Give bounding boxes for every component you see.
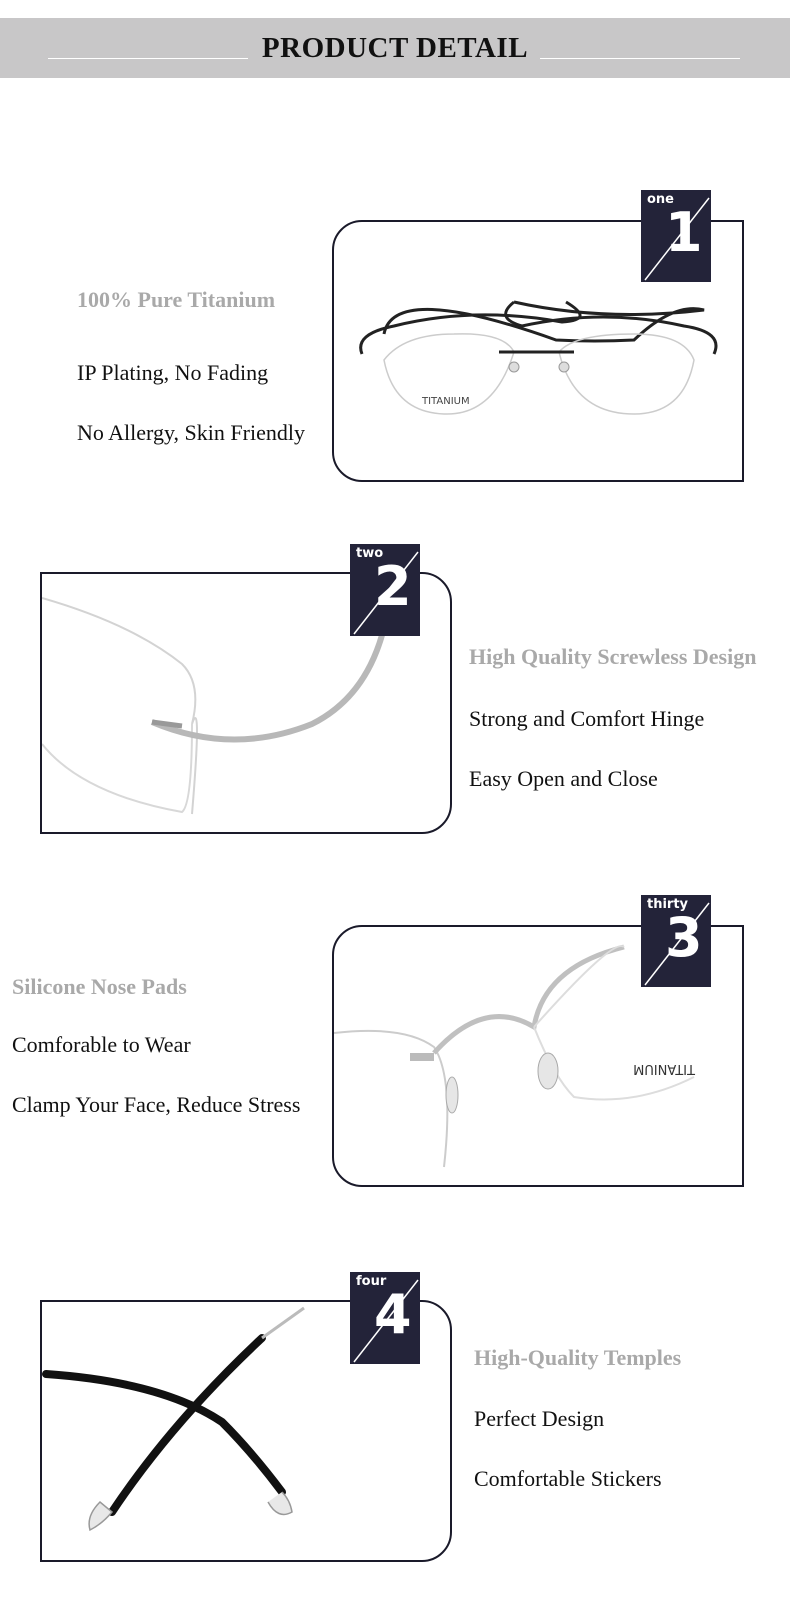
badge-number: 2 — [374, 555, 412, 618]
step-badge — [641, 190, 711, 282]
header-divider-right — [540, 58, 740, 59]
feature-title: 100% Pure Titanium — [77, 287, 276, 312]
badge-word: one — [647, 192, 675, 207]
feature-line: Comfortable Stickers — [474, 1466, 662, 1491]
lens-print: TITANIUM — [633, 1061, 695, 1076]
badge-number: 3 — [665, 906, 703, 969]
feature-line: IP Plating, No Fading — [77, 360, 269, 385]
feature-title: Silicone Nose Pads — [12, 974, 187, 999]
feature-line: Clamp Your Face, Reduce Stress — [12, 1092, 301, 1117]
feature-line: No Allergy, Skin Friendly — [77, 420, 305, 445]
page-header — [0, 18, 790, 78]
page-title: PRODUCT DETAIL — [261, 32, 529, 64]
feature-line: Strong and Comfort Hinge — [469, 706, 705, 731]
badge-word: thirty — [647, 897, 689, 912]
step-badge — [641, 895, 711, 987]
step-badge — [350, 544, 420, 636]
lens-print: TITANIUM — [422, 396, 470, 407]
feature-line: Comforable to Wear — [12, 1032, 191, 1057]
step-badge — [350, 1272, 420, 1364]
feature-line: Easy Open and Close — [469, 766, 658, 791]
feature-title: High Quality Screwless Design — [469, 644, 757, 669]
badge-number: 4 — [374, 1283, 412, 1346]
feature-line: Perfect Design — [474, 1406, 605, 1431]
badge-word: four — [356, 1274, 387, 1289]
badge-number: 1 — [665, 201, 703, 264]
feature-title: High-Quality Temples — [474, 1345, 682, 1370]
badge-word: two — [356, 546, 384, 561]
